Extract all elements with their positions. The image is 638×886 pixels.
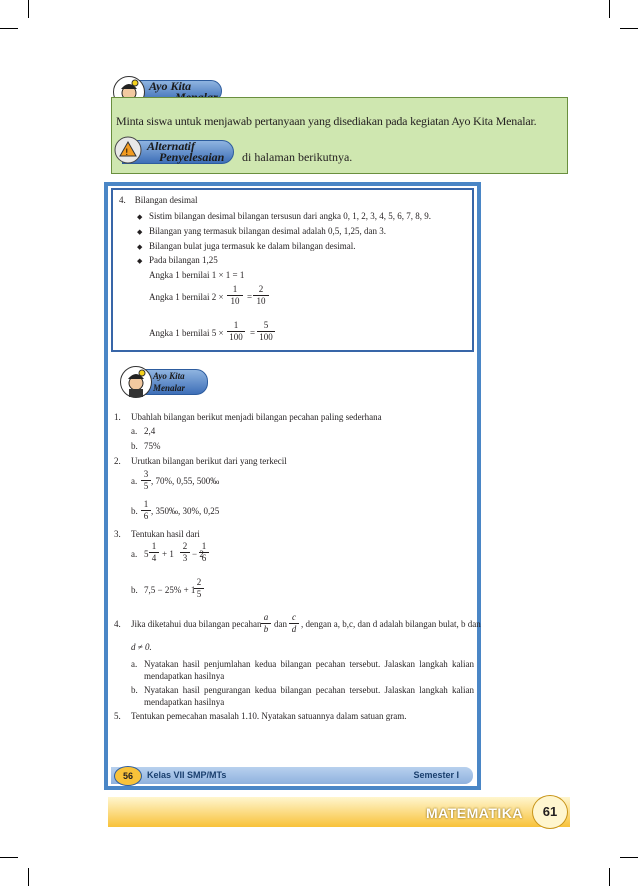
option-label: a. [131, 476, 138, 486]
place-value-line: Angka 1 bernilai 1 × 1 = 1 [149, 270, 245, 280]
definition-bullet: ◆ Bilangan yang termasuk bilangan desimal adalah 0,5, 1,25, dan 3. [149, 225, 386, 237]
inner-page-footer [111, 767, 473, 784]
question-number: 4. [114, 619, 121, 629]
svg-text:!: ! [125, 148, 129, 158]
teacher-note-box [111, 97, 568, 174]
crop-mark [0, 28, 18, 29]
badge-line: Alternatif [147, 139, 196, 153]
inner-footer-semester: Semester I [413, 770, 459, 780]
question-number: 5. [114, 711, 121, 721]
question-text: Ubahlah bilangan berikut menjadi bilangan pecahan paling sederhana [131, 412, 382, 422]
warning-triangle-icon [114, 136, 142, 169]
numerator: 1 [199, 541, 209, 553]
option-label: a. [131, 426, 138, 436]
badge-line: Penyelesaian [159, 150, 225, 164]
operator: + 1 [162, 549, 174, 559]
option-label: b. [131, 506, 138, 516]
question-number: 1. [114, 412, 121, 422]
denominator: d [291, 624, 297, 634]
denominator: 3 [182, 553, 188, 563]
crop-mark [28, 0, 29, 18]
numerator: 1 [227, 284, 243, 296]
question-text: , dengan a, b,c, dan d adalah bilangan bulat, b dan [301, 619, 481, 629]
numerator: c [289, 612, 299, 624]
question-text: Jika diketahui dua bilangan pecahan [131, 619, 262, 629]
fraction [253, 284, 269, 307]
option-text: Nyatakan hasil pengurangan kedua bilangan pecahan tersebut. Jalaskan langkah kalian mendapatkan hasilnya [144, 685, 474, 707]
equals-sign: = [247, 292, 253, 302]
fraction [149, 541, 159, 564]
option-text: 2,4 [144, 426, 156, 436]
denominator: 6 [201, 553, 207, 563]
denominator: 5 [196, 589, 202, 599]
option-label: b. [131, 441, 138, 451]
question-text: dan [274, 619, 287, 629]
crop-mark [620, 28, 638, 29]
denominator: 4 [151, 553, 157, 563]
fraction [261, 612, 271, 635]
denominator: 10 [230, 296, 240, 306]
student-thinking-icon [120, 366, 152, 398]
fraction [289, 612, 299, 635]
decimal-definition-box [111, 188, 474, 352]
equals-sign: = [250, 328, 256, 338]
question-number: 3. [114, 529, 121, 539]
question-text: Tentukan pemecahan masalah 1.10. Nyatakan satuannya dalam satuan gram. [131, 711, 407, 721]
fraction [227, 320, 245, 343]
numerator: 1 [149, 541, 159, 553]
numerator: 2 [194, 577, 204, 589]
question-number: 2. [114, 456, 121, 466]
denominator: 10 [256, 296, 266, 306]
teacher-note-suffix: di halaman berikutnya. [242, 150, 353, 164]
mixed-whole: 5 [144, 549, 149, 559]
inner-page-number: 56 [114, 766, 142, 786]
badge-line: Menalar [153, 383, 186, 393]
badge-line: Ayo Kita [149, 79, 192, 93]
denominator: 100 [229, 332, 243, 342]
definition-bullet: ◆ Bilangan bulat juga termasuk ke dalam bilangan desimal. [149, 240, 355, 252]
crop-mark [609, 0, 610, 18]
badge-line: Ayo Kita [153, 371, 185, 381]
definition-bullet: ◆ Pada bilangan 1,25 [149, 254, 218, 266]
option-text: Nyatakan hasil penjumlahan kedua bilangan pecahan tersebut. Jalaskan langkah kalian mendapatkan hasilnya [144, 659, 474, 681]
option-label: b. [131, 685, 138, 695]
denominator: 5 [143, 481, 149, 491]
place-value-line: Angka 1 bernilai 5 × [149, 328, 224, 338]
question-text: d ≠ 0. [131, 642, 152, 652]
option-label: a. [131, 659, 138, 669]
outer-page-footer [108, 797, 570, 827]
question-text: Tentukan hasil dari [131, 529, 200, 539]
definition-heading: 4. Bilangan desimal [119, 195, 198, 205]
numerator: 3 [141, 469, 151, 481]
subject-label: MATEMATIKA [426, 805, 524, 821]
fraction [141, 469, 151, 492]
numerator: 5 [257, 320, 275, 332]
fraction [180, 541, 190, 564]
numerator: 1 [227, 320, 245, 332]
question-text: Urutkan bilangan berikut dari yang terkecil [131, 456, 287, 466]
option-text: 7,5 − 25% + 1 [144, 585, 196, 595]
option-text: , 70%, 0,55, 500‰ [151, 476, 220, 486]
numerator: 1 [141, 499, 151, 511]
definition-bullet: ◆ Sistim bilangan desimal bilangan tersusun dari angka 0, 1, 2, 3, 4, 5, 6, 7, 8, 9. [149, 210, 431, 222]
option-text: , 350‰, 30%, 0,25 [151, 506, 220, 516]
inner-footer-class: Kelas VII SMP/MTs [147, 770, 227, 780]
option-text: 75% [144, 441, 161, 451]
crop-mark [28, 868, 29, 886]
fraction [141, 499, 151, 522]
crop-mark [620, 857, 638, 858]
option-label: a. [131, 549, 138, 559]
option-label: b. [131, 585, 138, 595]
outer-page-number: 61 [532, 795, 568, 829]
numerator: 2 [180, 541, 190, 553]
fraction [194, 577, 204, 600]
teacher-note-text: Minta siswa untuk menjawab pertanyaan yang disediakan pada kegiatan Ayo Kita Menalar. [116, 114, 537, 128]
place-value-line: Angka 1 bernilai 2 × [149, 292, 224, 302]
fraction [257, 320, 275, 343]
numerator: 2 [253, 284, 269, 296]
crop-mark [0, 857, 18, 858]
denominator: 100 [259, 332, 273, 342]
fraction [199, 541, 209, 564]
operator: − 2 [192, 549, 204, 559]
fraction [227, 284, 243, 307]
denominator: 6 [143, 511, 149, 521]
crop-mark [609, 868, 610, 886]
numerator: a [261, 612, 271, 624]
denominator: b [263, 624, 269, 634]
